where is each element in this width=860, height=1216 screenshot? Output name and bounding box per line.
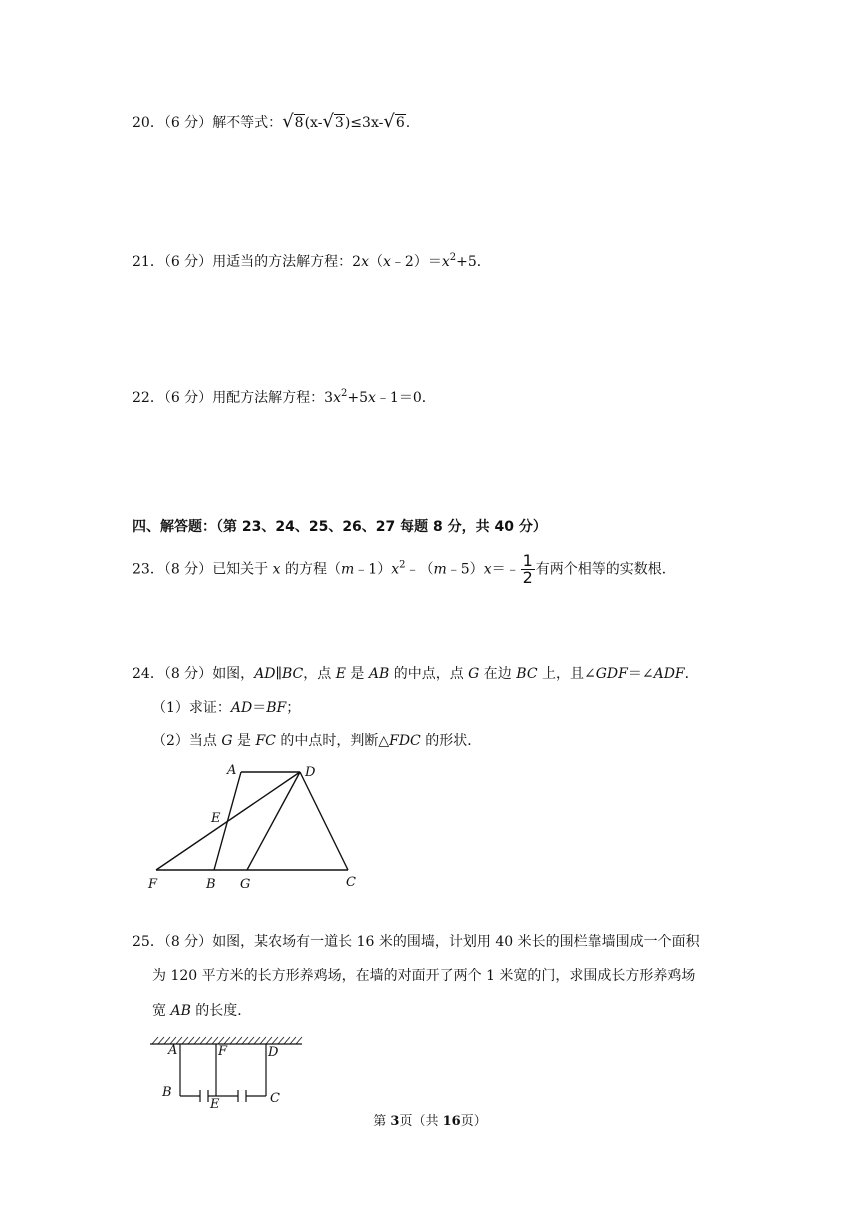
- q25-var: AB: [170, 1003, 191, 1019]
- q24-part-2: [152, 731, 481, 751]
- q20-radicand-2: 3: [334, 115, 344, 131]
- q20-radicand-3: 6: [395, 115, 405, 131]
- q24-text: ∥: [275, 666, 282, 682]
- q21-var: x: [383, 254, 391, 270]
- q24-var: AB: [368, 666, 390, 682]
- q23-text: ﹣5）: [446, 561, 484, 578]
- q24-text: ，点: [303, 666, 336, 682]
- q23-var: x: [272, 561, 281, 578]
- q24-text: ＝∠: [627, 666, 654, 682]
- label-D: D: [305, 765, 316, 780]
- segment-FD: [156, 772, 300, 870]
- page-number: 3: [390, 1114, 400, 1129]
- q24-var: G: [221, 733, 233, 749]
- q24-text: ＝: [252, 700, 267, 716]
- q23-text: 有两个相等的实数根．: [535, 561, 676, 578]
- segment-DC: [300, 772, 348, 870]
- q21-end: +5．: [456, 254, 491, 270]
- q25-text: 如图，某农场有一道长 16 米的围墙，计划用 40 米长的围栏靠墙围成一个面积: [212, 934, 700, 950]
- q22-number: 22．: [132, 390, 164, 406]
- q20-mid-2: )≤3x-: [344, 115, 384, 131]
- q24-text: ；: [286, 700, 301, 716]
- label-E: E: [211, 811, 221, 826]
- q23-text: ﹣（: [405, 561, 434, 578]
- question-25: [132, 932, 700, 952]
- question-23: [132, 553, 676, 586]
- q20-mid-1: (x-: [304, 115, 323, 131]
- q24-var: FC: [255, 733, 276, 749]
- q21-var: x: [441, 254, 450, 270]
- question-22: [132, 384, 436, 408]
- q24-figure: [140, 760, 380, 892]
- q20-score: （6 分）: [163, 115, 213, 131]
- q24-text: 是: [345, 666, 369, 682]
- q25-number: 25．: [132, 934, 164, 950]
- label-A: A: [227, 763, 237, 778]
- q20-radicand-1: 8: [294, 115, 304, 131]
- q20-text: 解不等式：: [212, 115, 283, 131]
- q23-var: m: [433, 561, 447, 578]
- footer-text: 第: [373, 1114, 391, 1129]
- section-4-heading: 四、解答题：（第 23、24、25、26、27 每题 8 分，共 40 分）: [132, 519, 547, 535]
- q23-var: m: [341, 561, 355, 578]
- q24-var: E: [335, 666, 346, 682]
- q23-exponent: 2: [399, 559, 406, 571]
- question-21: [132, 248, 491, 272]
- question-24: [132, 664, 699, 684]
- q24-p1-label: （1）求证：: [152, 700, 231, 716]
- q25-text: 宽: [152, 1003, 171, 1019]
- q25-line-3: [152, 1001, 251, 1021]
- label-F: F: [218, 1044, 228, 1059]
- q22-score: （6 分）: [163, 390, 213, 406]
- label-F: F: [148, 877, 158, 892]
- q21-number: 21．: [132, 254, 164, 270]
- label-A: A: [168, 1043, 178, 1058]
- q24-var: GDF: [595, 666, 628, 682]
- q24-var: BC: [516, 666, 538, 682]
- q20-end: .: [405, 115, 411, 131]
- q22-mid: +5: [347, 390, 369, 406]
- q23-fraction: [521, 553, 535, 586]
- q24-part-1: [152, 698, 300, 718]
- q22-text: 用配方法解方程：3: [212, 390, 334, 406]
- q23-number: 23．: [132, 561, 164, 578]
- q23-text: 已知关于: [212, 561, 273, 578]
- q22-var: x: [368, 390, 376, 406]
- label-G: G: [240, 877, 251, 892]
- label-D: D: [268, 1045, 279, 1060]
- q24-var: FDC: [389, 733, 421, 749]
- q21-paren: （: [369, 254, 384, 270]
- q21-exponent: 2: [449, 252, 457, 263]
- fraction-denominator: 2: [522, 568, 533, 587]
- total-pages: 16: [442, 1114, 461, 1129]
- label-B: B: [162, 1085, 172, 1100]
- q25-text: 的长度．: [190, 1003, 252, 1019]
- q24-text: 的形状．: [420, 733, 482, 749]
- q22-end: ﹣1＝0．: [375, 390, 436, 406]
- footer-text: 页）: [460, 1114, 487, 1129]
- q22-var: x: [333, 390, 342, 406]
- footer-text: 页（共: [399, 1114, 443, 1129]
- q25-line-2: 为 120 平方米的长方形养鸡场，在墙的对面开了两个 1 米宽的门，求围成长方形养鸡场: [152, 968, 696, 984]
- q24-var: AD: [230, 700, 253, 716]
- q24-text: ．: [684, 666, 699, 682]
- label-B: B: [206, 877, 216, 892]
- label-E: E: [210, 1097, 220, 1110]
- fraction-numerator: 1: [522, 551, 533, 570]
- q24-var: ADF: [653, 666, 685, 682]
- q25-score: （8 分）: [163, 934, 213, 950]
- q24-var: G: [468, 666, 480, 682]
- q24-text: 上，且∠: [537, 666, 596, 682]
- q24-text: （2）当点: [152, 733, 222, 749]
- q24-text: 的中点时，判断△: [275, 733, 390, 749]
- q24-var: BF: [266, 700, 287, 716]
- q25-figure: [148, 1034, 308, 1110]
- q23-var: x: [391, 561, 400, 578]
- q21-text: 用适当的方法解方程：2: [212, 254, 362, 270]
- q21-var: x: [361, 254, 370, 270]
- q20-number: 20．: [132, 115, 164, 131]
- q23-var: x: [483, 561, 492, 578]
- q24-text: 在边: [479, 666, 517, 682]
- q24-text: 如图，: [212, 666, 255, 682]
- q22-exponent: 2: [341, 388, 348, 399]
- q24-var: AD: [254, 666, 276, 682]
- q24-var: BC: [282, 666, 304, 682]
- q24-text: 是: [232, 733, 256, 749]
- q23-text: ﹣1）: [354, 561, 392, 578]
- label-C: C: [270, 1091, 280, 1106]
- q21-minus: ﹣2）＝: [390, 254, 442, 270]
- q23-score: （8 分）: [163, 561, 213, 578]
- question-20: 20．（6 分）解不等式：√8(x-√3)≤3x-√6.: [132, 111, 411, 132]
- q23-text: ＝﹣: [491, 561, 520, 578]
- segment-DG: [247, 772, 300, 870]
- q23-text: 的方程（: [280, 561, 341, 578]
- page-footer: [0, 1110, 860, 1129]
- q24-score: （8 分）: [163, 666, 213, 682]
- q21-score: （6 分）: [163, 254, 213, 270]
- q24-number: 24．: [132, 666, 164, 682]
- label-C: C: [346, 875, 356, 890]
- q24-text: 的中点，点: [389, 666, 469, 682]
